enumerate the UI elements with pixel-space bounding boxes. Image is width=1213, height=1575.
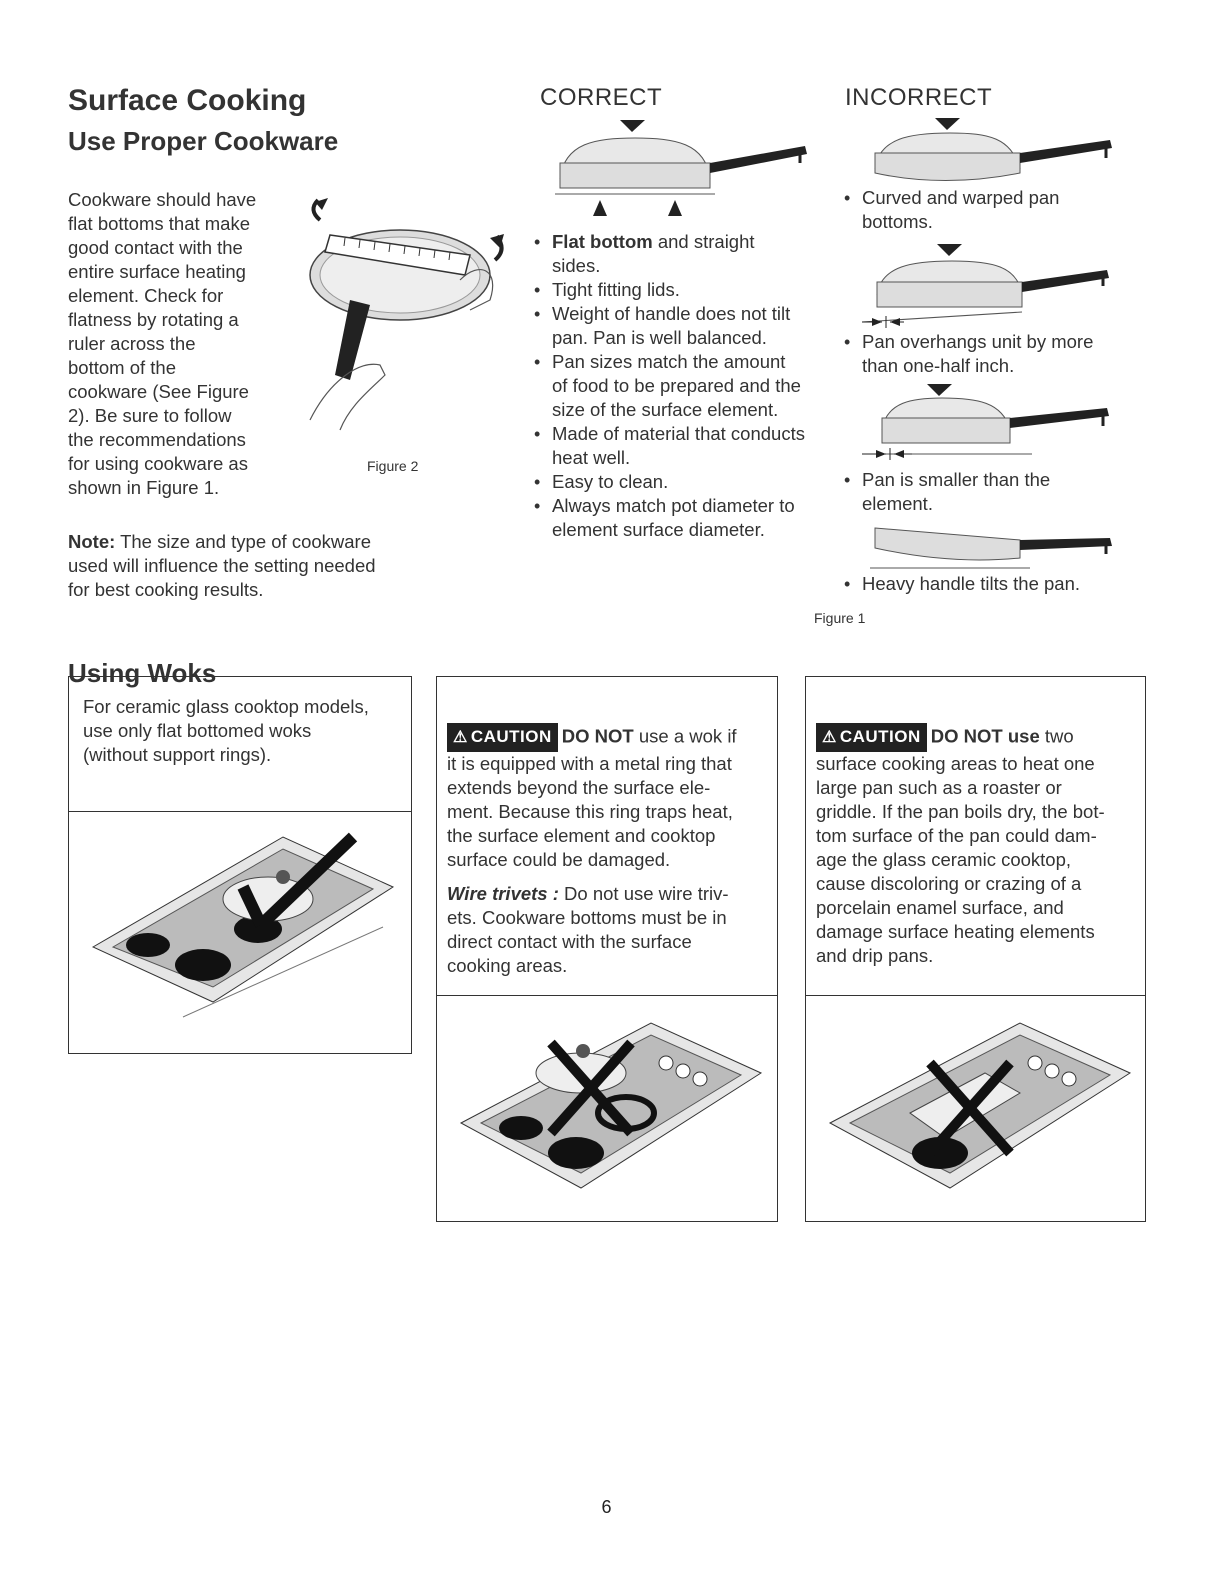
incorrect-item — [840, 186, 1140, 234]
correct-heading: CORRECT — [540, 84, 663, 111]
correct-item-line — [552, 374, 830, 398]
intro-line: flatness by rotating a — [68, 309, 239, 330]
page-title: Surface Cooking — [68, 84, 307, 117]
correct-pan-illustration — [555, 118, 815, 218]
intro-line: the recommendations — [68, 429, 246, 450]
wok-box-flat-text — [83, 695, 403, 767]
caution-line: ment. Because this ring traps heat, — [447, 801, 733, 822]
note-line: used will influence the setting needed — [68, 555, 376, 576]
correct-item-text: element surface diameter. — [552, 519, 765, 540]
griddle-incorrect-illustration — [820, 1013, 1140, 1213]
wok-ring-incorrect-illustration — [451, 1013, 771, 1213]
wire-trivets-label: Wire trivets : — [447, 883, 559, 904]
correct-item — [530, 278, 830, 302]
note-text — [68, 530, 448, 602]
correct-item-bold: Flat bottom — [552, 231, 653, 252]
incorrect-item-line: • Curved and warped pan — [862, 187, 1060, 208]
intro-text — [68, 188, 298, 500]
caution-label: CAUTION — [839, 727, 921, 746]
incorrect-heading: INCORRECT — [845, 84, 993, 111]
correct-item — [530, 470, 830, 494]
intro-line: cookware (See Figure — [68, 381, 249, 402]
wire-trivets-line: direct contact with the surface — [447, 931, 692, 952]
correct-item-text: Easy to clean. — [552, 471, 669, 492]
caution-line: cause discoloring or crazing of a — [816, 873, 1082, 894]
correct-item-text: pan. Pan is well balanced. — [552, 327, 767, 348]
correct-item — [530, 494, 830, 542]
caution-label: CAUTION — [470, 727, 552, 746]
caution-line: and drip pans. — [816, 945, 934, 966]
incorrect-item-line: • Pan overhangs unit by more — [862, 331, 1094, 352]
caution-line: age the glass ceramic cooktop, — [816, 849, 1072, 870]
incorrect-item-line: • Pan is smaller than the — [862, 469, 1051, 490]
correct-item — [530, 302, 830, 350]
caution-text: use a wok if — [633, 725, 737, 747]
incorrect-pan-overhang-illustration — [862, 244, 1122, 329]
incorrect-item-3 — [840, 468, 1140, 516]
correct-item — [530, 422, 830, 470]
caution-line: extends beyond the surface ele- — [447, 777, 711, 798]
correct-item-line — [552, 398, 830, 422]
note-line — [68, 530, 448, 554]
incorrect-item-line: element. — [862, 493, 933, 514]
wok-caution-text — [447, 723, 777, 978]
caution-line: damage surface heating elements — [816, 921, 1095, 942]
correct-item-text: Weight of handle does not tilt — [552, 303, 791, 324]
intro-line: element. Check for — [68, 285, 224, 306]
correct-item-line — [552, 494, 830, 518]
correct-item-line — [552, 326, 830, 350]
incorrect-item-1 — [840, 186, 1140, 234]
caution-line: porcelain enamel surface, and — [816, 897, 1064, 918]
correct-item — [530, 350, 830, 422]
figure2-illustration — [290, 190, 530, 440]
correct-item-text: Made of material that conducts — [552, 423, 805, 444]
page-number: 6 — [601, 1497, 612, 1517]
caution-text: two — [1039, 725, 1074, 747]
correct-item-text: Pan sizes match the amount — [552, 351, 786, 372]
incorrect-item — [840, 572, 1140, 596]
correct-item-line — [552, 470, 830, 494]
wok-caution-box — [436, 676, 778, 1222]
wire-trivets-line: ets. Cookware bottoms must be in — [447, 907, 727, 928]
woks-heading: Using Woks — [68, 658, 217, 688]
incorrect-item-line: than one-half inch. — [862, 355, 1015, 376]
caution-line: surface cooking areas to heat one — [816, 753, 1095, 774]
incorrect-item — [840, 468, 1140, 516]
caution-first-line — [447, 723, 777, 752]
caution-line: it is equipped with a metal ring that — [447, 753, 732, 774]
incorrect-pan-tilt-illustration — [870, 518, 1120, 573]
wire-trivets-line — [447, 882, 777, 906]
wire-trivets-text: Do not use wire triv- — [558, 883, 729, 904]
incorrect-pan-small-illustration — [862, 384, 1122, 464]
wok-correct-illustration — [83, 827, 403, 1027]
correct-item-line — [552, 446, 830, 470]
wok-box-line: (without support rings). — [83, 744, 272, 765]
correct-list — [530, 230, 830, 542]
intro-line: 2). Be sure to follow — [68, 405, 232, 426]
intro-line: ruler across the — [68, 333, 196, 354]
correct-item-line — [552, 254, 830, 278]
note-line: for best cooking results. — [68, 579, 264, 600]
correct-item — [530, 230, 830, 278]
correct-item-text: sides. — [552, 255, 601, 276]
intro-line: flat bottoms that make — [68, 213, 251, 234]
section-subtitle: Use Proper Cookware — [68, 126, 339, 156]
wok-box-flat — [68, 676, 412, 1054]
incorrect-item-4 — [840, 572, 1140, 596]
caution-first-line — [816, 723, 1146, 752]
wok-box-line: For ceramic glass cooktop models, — [83, 696, 369, 717]
caution-line: large pan such as a roaster or — [816, 777, 1062, 798]
correct-item-text: heat well. — [552, 447, 631, 468]
note-line-text: The size and type of cookware — [115, 531, 372, 552]
correct-item-text: Always match pot diameter to — [552, 495, 795, 516]
intro-line: entire surface heating — [68, 261, 246, 282]
intro-line: good contact with the — [68, 237, 243, 258]
intro-line: shown in Figure 1. — [68, 477, 220, 498]
caution-badge — [447, 723, 558, 752]
caution-line: surface could be damaged. — [447, 849, 671, 870]
figure1-caption: Figure 1 — [814, 610, 866, 626]
wire-trivets-line: cooking areas. — [447, 955, 568, 976]
correct-item-line — [552, 278, 830, 302]
intro-line: for using cookware as — [68, 453, 248, 474]
correct-item-text: of food to be prepared and the — [552, 375, 801, 396]
incorrect-pan-curved-illustration — [870, 118, 1120, 188]
incorrect-item — [840, 330, 1140, 378]
warning-icon: ⚠ — [822, 729, 837, 746]
caution-line: the surface element and cooktop — [447, 825, 716, 846]
warning-icon: ⚠ — [453, 729, 468, 746]
figure2-caption: Figure 2 — [367, 458, 419, 474]
incorrect-item-2 — [840, 330, 1140, 378]
incorrect-item-line: bottoms. — [862, 211, 933, 232]
intro-line: Cookware should have — [68, 189, 257, 210]
caution-bold: DO NOT — [561, 725, 634, 747]
caution-badge — [816, 723, 927, 752]
griddle-caution-box — [805, 676, 1146, 1222]
wok-box-line: use only flat bottomed woks — [83, 720, 312, 741]
correct-item-text: and straight — [652, 231, 755, 252]
caution-line: griddle. If the pan boils dry, the bot- — [816, 801, 1105, 822]
caution-line: tom surface of the pan could dam- — [816, 825, 1097, 846]
correct-item-line — [552, 302, 830, 326]
correct-item-line — [552, 422, 830, 446]
correct-item-line — [552, 350, 830, 374]
correct-item-line — [552, 230, 830, 254]
correct-item-text: size of the surface element. — [552, 399, 779, 420]
correct-item-text: Tight fitting lids. — [552, 279, 680, 300]
correct-item-line — [552, 518, 830, 542]
griddle-caution-text — [816, 723, 1146, 968]
caution-bold: DO NOT use — [930, 725, 1040, 747]
intro-line: bottom of the — [68, 357, 176, 378]
incorrect-item-line: • Heavy handle tilts the pan. — [862, 573, 1081, 594]
note-label: Note: — [68, 531, 116, 552]
